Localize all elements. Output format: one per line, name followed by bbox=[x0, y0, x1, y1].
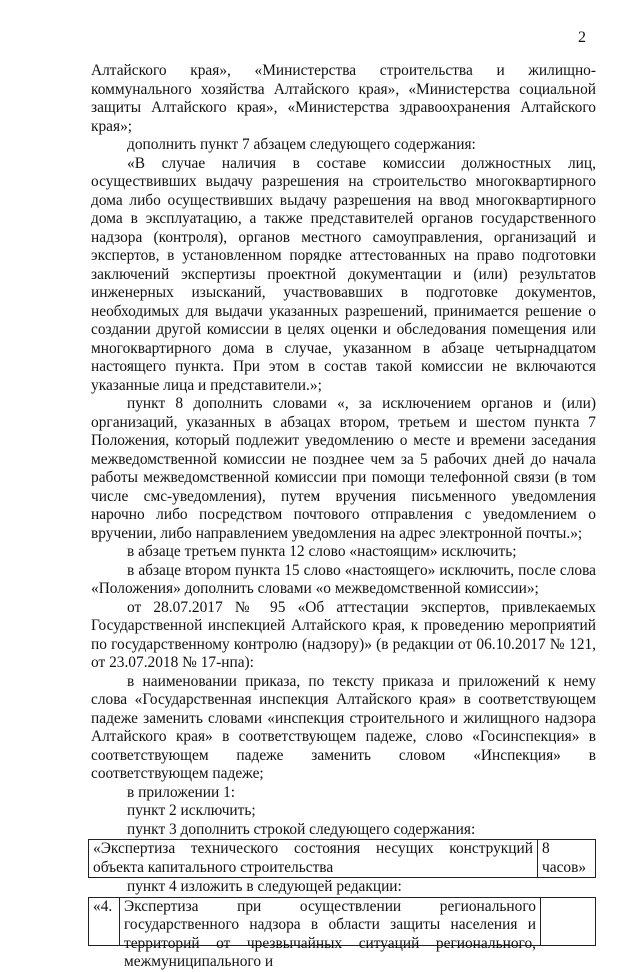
insert-row-table bbox=[88, 839, 596, 878]
paragraph: в абзаце втором пункта 15 слово «настоящего» исключить, после слова «Положения» дополнить словами «о межведомственной комиссии»; bbox=[91, 561, 596, 597]
table-row bbox=[89, 840, 596, 878]
paragraph: дополнить пункт 7 абзацем следующего содержания: bbox=[127, 136, 476, 153]
table-cell-text: «Экспертиза технического состояния несущих конструкций объекта капитального строительства bbox=[89, 840, 538, 878]
table-row bbox=[89, 897, 596, 945]
paragraph: пункт 4 изложить в следующей редакции: bbox=[127, 878, 402, 895]
paragraph: в приложении 1: bbox=[127, 783, 236, 801]
page-number: 2 bbox=[578, 29, 586, 46]
paragraph: в абзаце третьем пункта 12 слово «настоящим» исключить; bbox=[127, 543, 517, 560]
paragraph: пункт 3 дополнить строкой следующего содержания: bbox=[127, 820, 476, 838]
paragraph: пункт 8 дополнить словами «, за исключением органов и (или) организаций, указанных в абзацах втором, третьем и шестом пункта 7 Положения, который подлежит уведомлению о месте и времени заседания межведомственной комиссии не позднее чем за 5 рабочих дней до начала работы межведомственной комиссии при помощи телефонной связи (в том числе смс-уведомления), путем вручения письменного уведомления нарочно либо посредством почтового отправления с уведомлением о вручении, либо направлением уведомления на адрес электронной почты.»; bbox=[91, 395, 596, 542]
paragraph: в наименовании приказа, по тексту приказа и приложений к нему слова «Государственная инспекция Алтайского края» в соответствующем падеже заменить словами «инспекция строительного и жилищного надзора Алтайского края» в соответствующем падеже, слово «Госинспекция» в соответствующем падеже заменить словом «Инспекция» в соответствующем падеже; bbox=[91, 672, 596, 782]
table-cell-hours bbox=[541, 897, 596, 945]
item-4-table bbox=[88, 897, 596, 970]
paragraph: Алтайского края», «Министерства строительства и жилищно-коммунального хозяйства Алтайского края», «Министерства социальной защиты Алтайского края», «Министерства здравоохранения Алтайского края»; bbox=[91, 62, 596, 135]
table-cell-text-content: Экспертиза при осуществлении регионального государственного надзора в области защиты населения и территорий от чрезвычайных ситуаций регионального, межмуниципального и bbox=[124, 897, 536, 970]
paragraph: пункт 2 исключить; bbox=[127, 802, 256, 819]
table-cell-number: «4. bbox=[89, 897, 120, 945]
document-body bbox=[91, 62, 596, 970]
table-cell-text bbox=[120, 897, 541, 970]
paragraph: «В случае наличия в составе комиссии должностных лиц, осуществивших выдачу разрешения на строительство многоквартирного дома либо осуществивших выдачу разрешения на ввод многоквартирного дома в эксплуатацию, а также представителей органов государственного надзора (контроля), органов местного самоуправления, организаций и экспертов, в установленном порядке аттестованных на право подготовки заключений экспертизы проектной документации и (или) результатов инженерных изысканий, участвовавших в подготовке документов, необходимых для выдачи указанных разрешений, принимается решение о создании другой комиссии в целях оценки и обследования помещения или многоквартирного дома в случае, указанном в абзаце четырнадцатом настоящего пункта. При этом в состав такой комиссии не включаются указанные лица и представители.»; bbox=[91, 154, 596, 394]
paragraph: от 28.07.2017 № 95 «Об аттестации экспертов, привлекаемых Государственной инспекцией Алтайского края, к проведению мероприятий по государственному контролю (надзору)» (в редакции от 06.10.2017 № 121, от 23.07.2018 № 17-нпа): bbox=[91, 598, 596, 671]
table-cell-hours: 8 часов» bbox=[538, 840, 596, 878]
